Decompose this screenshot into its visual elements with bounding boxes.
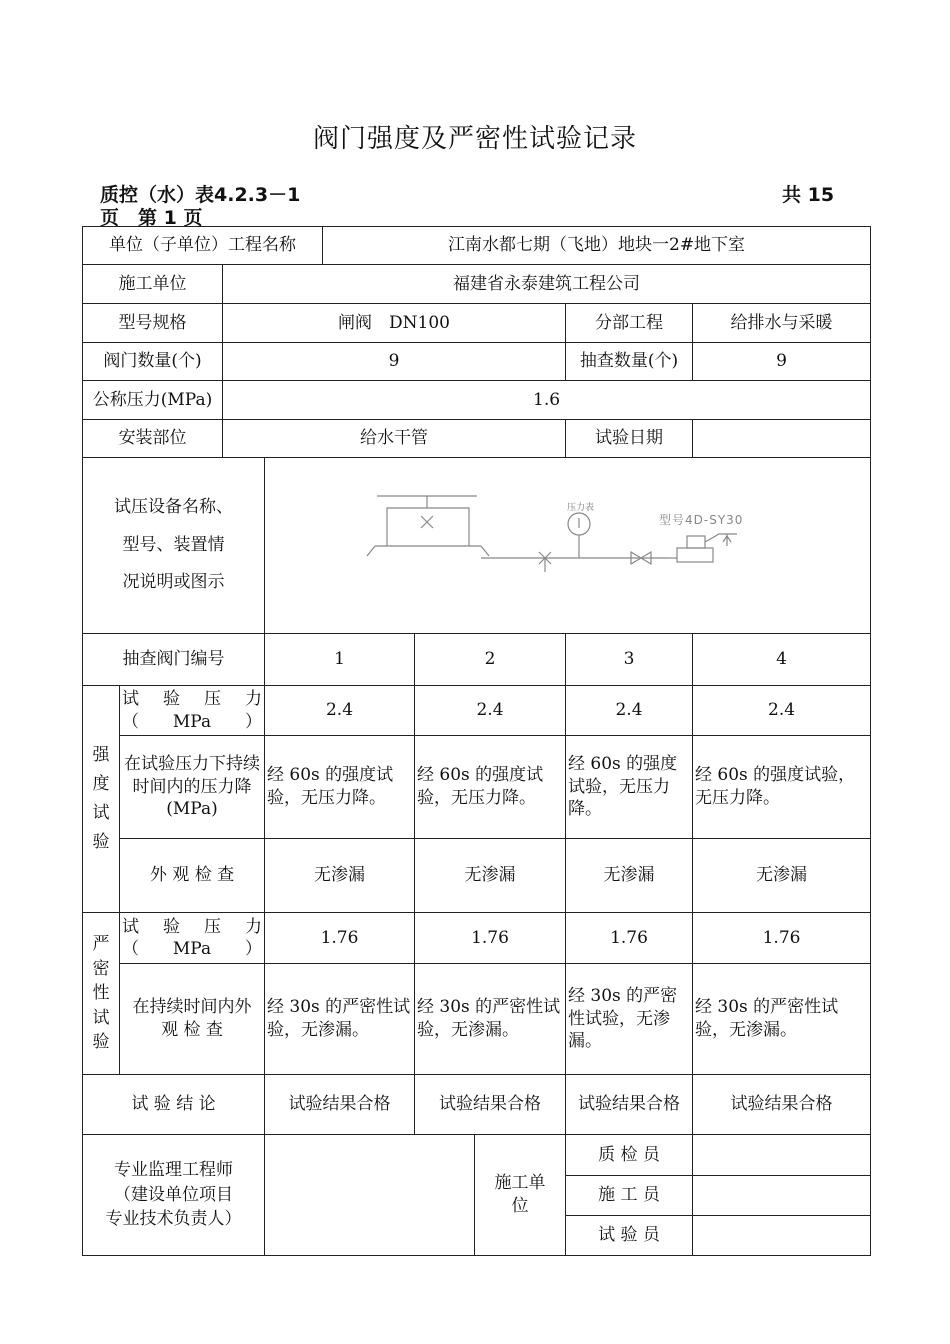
equipment-label-line: 况说明或图示: [122, 572, 225, 593]
strength-drop-value: 经 60s 的强度试验，无压力降。: [566, 736, 693, 839]
strength-pressure-value: 2.4: [693, 686, 871, 736]
constructor-label: 施 工 员: [566, 1176, 693, 1216]
strength-appearance-value: 无渗漏: [566, 839, 693, 913]
model-value: 闸阀 DN100: [223, 304, 566, 343]
strength-char: 验: [92, 831, 110, 852]
strength-drop-label: 在试验压力下持续时间内的压力降(MPa): [120, 736, 265, 839]
strength-appearance-value: 无渗漏: [693, 839, 871, 913]
strength-appearance-value: 无渗漏: [265, 839, 415, 913]
supervisor-line: （建设单位项目: [114, 1184, 233, 1205]
conclusion-value: 试验结果合格: [693, 1075, 871, 1135]
project-name-label: 单位（子单位）工程名称: [83, 227, 323, 265]
tightness-appearance-value: 经 30s 的严密性试验，无渗漏。: [265, 964, 415, 1075]
nominal-pressure-label: 公称压力(MPa): [83, 381, 223, 420]
tightness-char: 试: [92, 1007, 110, 1028]
supervisor-line: 专业技术负责人）: [105, 1209, 242, 1230]
tightness-appearance-value: 经 30s 的严密性试验，无渗漏。: [415, 964, 566, 1075]
tester-signature: [693, 1216, 871, 1256]
pump-model-label: 型号4D-SY30: [659, 513, 744, 527]
sample-quantity-label: 抽查数量(个): [566, 343, 693, 381]
pipe-frame-icon: [367, 496, 489, 556]
strength-pressure-value: 2.4: [566, 686, 693, 736]
install-location-value: 给水干管: [223, 420, 566, 458]
strength-pressure-label: 试 验 压 力（MPa）: [120, 686, 265, 736]
subproject-value: 给排水与采暖: [693, 304, 871, 343]
tightness-char: 密: [92, 958, 110, 979]
conclusion-label: 试 验 结 论: [83, 1075, 265, 1135]
strength-char: 强: [92, 745, 110, 766]
equipment-diagram-cell: [265, 458, 871, 634]
tightness-pressure-value: 1.76: [693, 913, 871, 964]
equipment-label: [83, 458, 265, 634]
valve-number: 3: [566, 634, 693, 686]
tightness-appearance-value: 经 30s 的严密性试验，无渗漏。: [566, 964, 693, 1075]
contractor-label: 施工单位: [83, 265, 223, 304]
form-number: 质控（水）表4.2.3－1: [100, 184, 301, 206]
valve-quantity-label: 阀门数量(个): [83, 343, 223, 381]
valve-number-label: 抽查阀门编号: [83, 634, 265, 686]
test-date-label: 试验日期: [566, 420, 693, 458]
main-pipe-icon: [481, 552, 667, 572]
nominal-pressure-value: 1.6: [223, 381, 871, 420]
test-pump-icon: [659, 512, 743, 562]
tightness-char: 严: [92, 933, 110, 954]
valve-test-record-table: [82, 226, 871, 1256]
sample-quantity-value: 9: [693, 343, 871, 381]
tightness-pressure-value: 1.76: [566, 913, 693, 964]
strength-drop-value: 经 60s 的强度试验，无压力降。: [415, 736, 566, 839]
supervisor-label: [83, 1135, 265, 1256]
strength-char: 度: [92, 774, 110, 795]
inspector-label: 质 检 员: [566, 1135, 693, 1176]
strength-appearance-label: 外 观 检 查: [120, 839, 265, 913]
gauge-label: 压力表: [567, 503, 595, 513]
strength-pressure-value: 2.4: [415, 686, 566, 736]
page-number: 页 第 1 页: [100, 207, 203, 229]
inspector-signature: [693, 1135, 871, 1176]
strength-appearance-value: 无渗漏: [415, 839, 566, 913]
equipment-label-line: 型号、装置情: [122, 534, 225, 555]
install-location-label: 安装部位: [83, 420, 223, 458]
conclusion-value: 试验结果合格: [265, 1075, 415, 1135]
constructor-signature: [693, 1176, 871, 1216]
total-pages: 共 15: [782, 184, 835, 206]
project-name-value: 江南水都七期（飞地）地块一2#地下室: [323, 227, 871, 265]
tightness-pressure-value: 1.76: [265, 913, 415, 964]
pressure-test-diagram: [267, 458, 871, 633]
valve-number: 1: [265, 634, 415, 686]
test-date-value: [693, 420, 871, 458]
tightness-char: 验: [92, 1032, 110, 1053]
model-label: 型号规格: [83, 304, 223, 343]
conclusion-value: 试验结果合格: [566, 1075, 693, 1135]
tightness-pressure-label: 试 验 压 力（MPa）: [120, 913, 265, 964]
tightness-appearance-value: 经 30s 的严密性试验，无渗漏。: [693, 964, 871, 1075]
supervisor-line: 专业监理工程师: [114, 1160, 233, 1181]
supervisor-signature: [265, 1135, 475, 1256]
equipment-label-line: 试压设备名称、: [114, 497, 233, 518]
strength-char: 试: [92, 803, 110, 823]
tightness-appearance-label: 在持续时间内外 观 检 查: [120, 964, 265, 1075]
tightness-char: 性: [92, 983, 110, 1004]
valve-number: 2: [415, 634, 566, 686]
contractor-value: 福建省永泰建筑工程公司: [223, 265, 871, 304]
pressure-gauge-icon: [567, 501, 594, 558]
strength-drop-value: 经 60s 的强度试验，无压力降。: [265, 736, 415, 839]
conclusion-value: 试验结果合格: [415, 1075, 566, 1135]
strength-pressure-value: 2.4: [265, 686, 415, 736]
tester-label: 试 验 员: [566, 1216, 693, 1256]
strength-test-section: [83, 686, 120, 913]
valve-number: 4: [693, 634, 871, 686]
subproject-label: 分部工程: [566, 304, 693, 343]
tightness-test-section: [83, 913, 120, 1075]
tightness-pressure-value: 1.76: [415, 913, 566, 964]
contractor-sign-label: 施工单位: [475, 1135, 566, 1256]
valve-quantity-value: 9: [223, 343, 566, 381]
strength-drop-value: 经 60s 的强度试验，无压力降。: [693, 736, 871, 839]
page-title: 阀门强度及严密性试验记录: [312, 124, 637, 154]
